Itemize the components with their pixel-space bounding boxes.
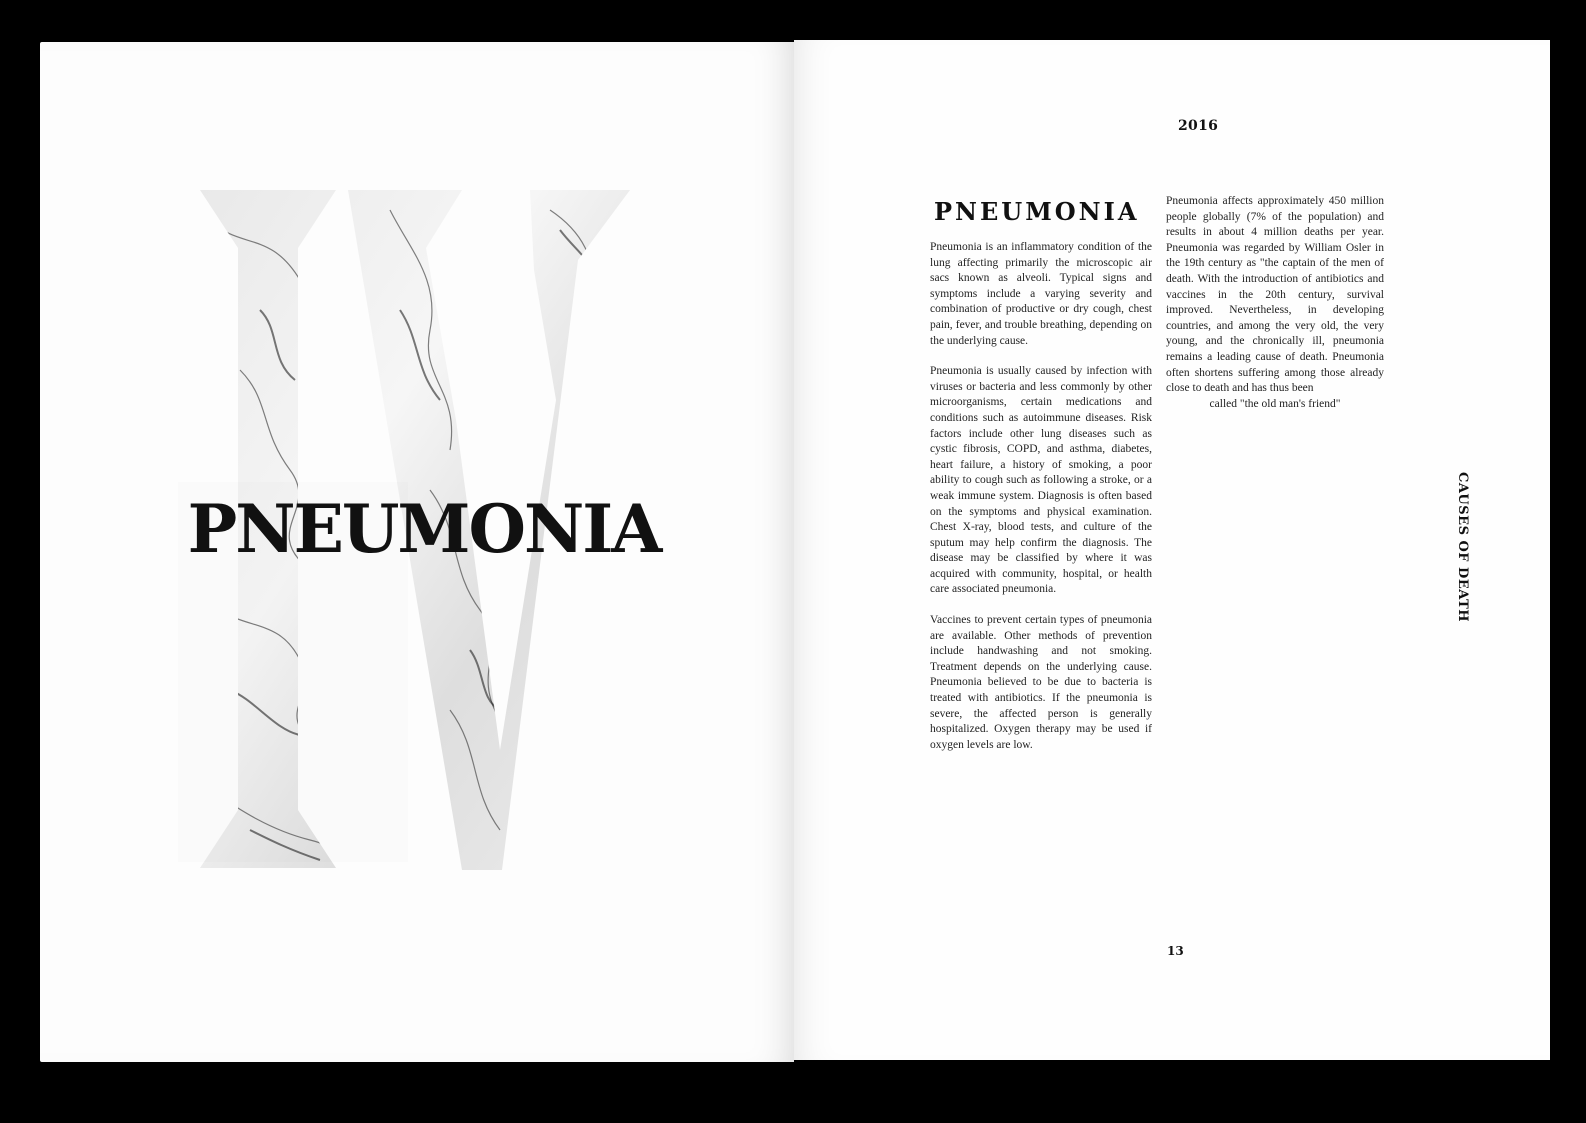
paragraph: Pneumonia is usually caused by infection with viruses or bacteria and less commonly by other microorganisms, certain medications and conditions such as autoimmune diseases. Risk factors include other lung diseases such as cystic fibrosis, COPD, and asthma, diabetes, heart failure, a history of smoking, a poor ability to cough such as following a stroke, or a weak immune system. Diagnosis is often based on the symptoms and physical examination. Chest X-ray, blood tests, and culture of the sputum may help confirm the diagnosis. The disease may be classified by where it was acquired with community, hospital, or health care associated pneumonia. (930, 365, 1152, 596)
article-column-right (1166, 194, 1384, 412)
paragraph: Vaccines to prevent certain types of pneumonia are available. Other methods of prevention include handwashing and not smoking. Treatment depends on the underlying cause. Pneumonia believed to be due to bacteria is treated with antibiotics. If the pneumonia is severe, the affected person is generally hospitalized. Oxygen therapy may be used if oxygen levels are low. (930, 614, 1152, 751)
page-number: 13 (1167, 944, 1184, 958)
right-page (794, 40, 1550, 1060)
year-label: 2016 (1178, 118, 1219, 134)
article-title: PNEUMONIA (934, 197, 1140, 226)
section-side-label: CAUSES OF DEATH (1455, 472, 1470, 623)
paragraph: Pneumonia affects approximately 450 million people globally (7% of the population) and results in about 4 million deaths per year. Pneumonia was regarded by William Osler in the 19th century as "the captain of the men of death. With the introduction of antibiotics and vaccines in the 20th century, survival improved. Nevertheless, in developing countries, and among the very old, the very young, and the chronically ill, pneumonia remains a leading cause of death. Pneumonia often shortens suffering among those already close to death and has thus been (1166, 195, 1384, 395)
paragraph: Pneumonia is an inflammatory condition of the lung affecting primarily the microscopic air sacs known as alveoli. Typical signs and symptoms include a varying severity and combination of productive or dry cough, chest pain, fever, and trouble breathing, depending on the underlying cause. (930, 241, 1152, 347)
display-title: PNEUMONIA (187, 490, 661, 568)
left-page (40, 42, 794, 1062)
article-column-left (930, 240, 1152, 768)
paragraph-last-line: called "the old man's friend" (1209, 397, 1341, 410)
